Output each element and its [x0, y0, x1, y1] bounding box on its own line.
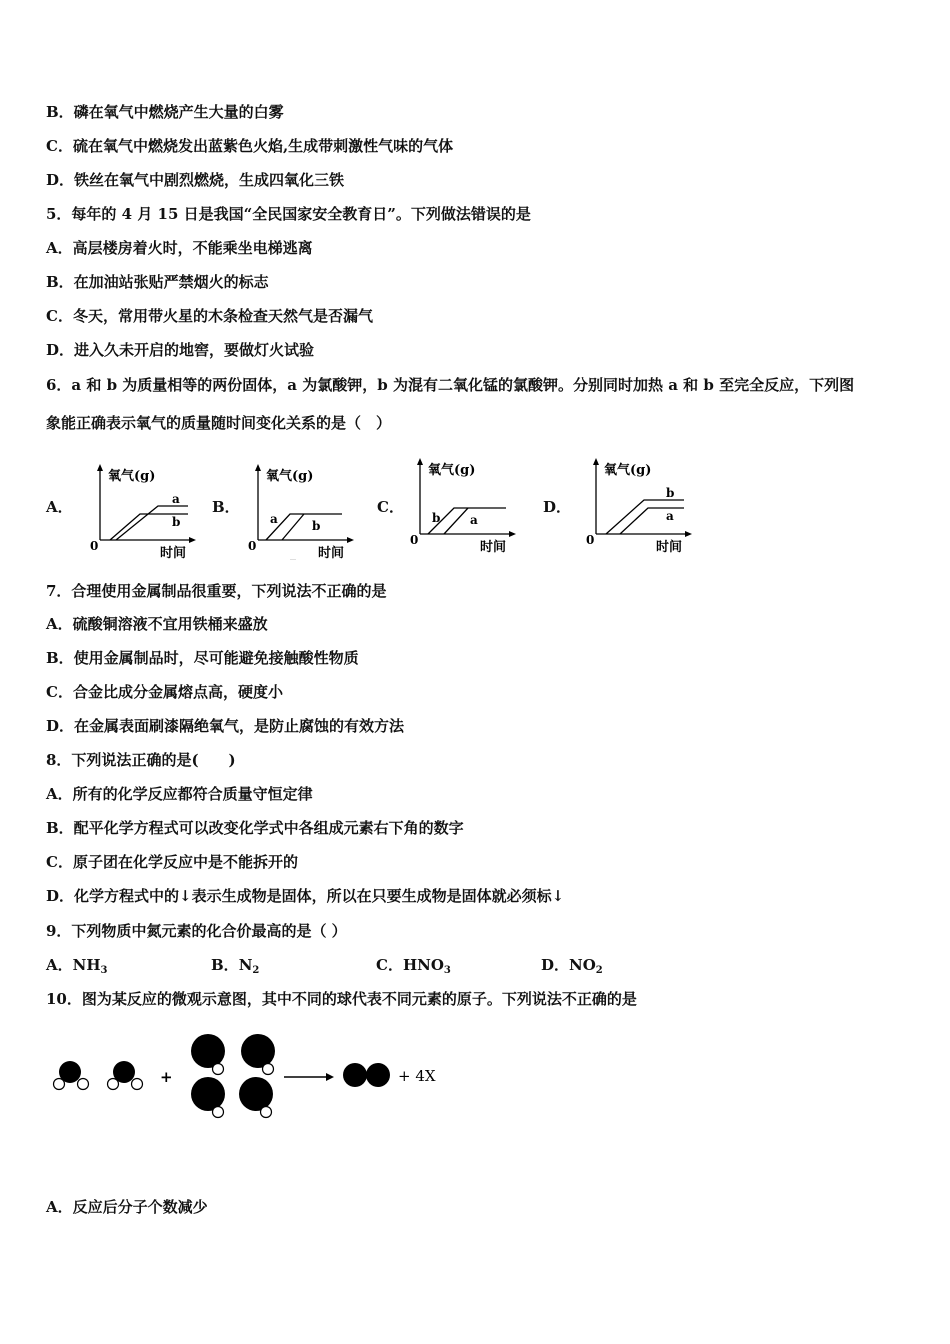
line-a-label: a	[666, 509, 674, 523]
q6-stem-line1: 6．a 和 b 为质量相等的两份固体，a 为氯酸钾，b 为混有二氧化锰的氯酸钾。分别同时加热 a 和 b 至完全反应，下列图	[46, 376, 855, 394]
q5-option-a: A．高层楼房着火时，不能乘坐电梯逃离	[46, 239, 313, 257]
plus-sign: +	[160, 1068, 173, 1086]
q4-option-c: C．硫在氧气中燃烧发出蓝紫色火焰,生成带刺激性气味的气体	[46, 137, 454, 155]
q8-option-b: B．配平化学方程式可以改变化学式中各组成元素右下角的数字	[46, 819, 464, 837]
large-molecule-2	[241, 1034, 275, 1075]
q8-stem: 8．下列说法正确的是( )	[46, 751, 236, 769]
line-b	[282, 514, 304, 540]
q7-option-c: C．合金比成分金属熔点高，硬度小	[46, 683, 283, 701]
q4-option-d: D．铁丝在氧气中剧烈燃烧，生成四氧化三铁	[46, 171, 345, 189]
q7-option-a: A．硫酸铜溶液不宜用铁桶来盛放	[46, 615, 268, 633]
q9-options	[46, 955, 746, 975]
product-4x-label: + 4X	[398, 1067, 436, 1085]
q8-option-c: C．原子团在化学反应中是不能拆开的	[46, 853, 298, 871]
line-a-label: a	[172, 492, 180, 506]
q10-option-a: A．反应后分子个数减少	[46, 1198, 208, 1216]
reactant-molecule-2	[108, 1061, 143, 1090]
reaction-arrow-head	[326, 1073, 334, 1081]
y-axis-arrow	[417, 458, 423, 465]
line-b-label: b	[312, 519, 321, 533]
q6-graph-c	[408, 456, 518, 554]
y-axis-label: 氧气(g)	[266, 469, 314, 484]
q6-graph-c-label: C．	[377, 498, 404, 516]
q6-graph-a	[88, 462, 198, 560]
x-axis-label: 时间	[160, 546, 187, 560]
x-axis-arrow	[347, 537, 354, 543]
y-axis-label: 氧气(g)	[108, 469, 156, 484]
x-axis-arrow	[189, 537, 196, 543]
q6-graph-b	[246, 462, 356, 560]
origin-label: 0	[410, 533, 419, 547]
y-axis-arrow	[593, 458, 599, 465]
origin-label: 0	[586, 533, 595, 547]
q5-stem: 5．每年的 4 月 15 日是我国“全民国家安全教育日”。下列做法错误的是	[46, 205, 531, 223]
reactant-molecule-1	[54, 1061, 89, 1090]
q9-option-d: D．$NO_2$	[541, 956, 603, 976]
origin-label: 0	[248, 539, 257, 553]
large-molecule-3	[191, 1077, 225, 1118]
line-b-label: b	[432, 511, 441, 525]
x-axis-arrow	[509, 531, 516, 537]
q5-option-c: C．冬天，常用带火星的木条检查天然气是否漏气	[46, 307, 373, 325]
q6-graph-a-label: A．	[46, 498, 73, 516]
y-axis-label: 氧气(g)	[604, 463, 652, 478]
q7-option-d: D．在金属表面刷漆隔绝氧气，是防止腐蚀的有效方法	[46, 717, 405, 735]
q10-stem: 10．图为某反应的微观示意图，其中不同的球代表不同元素的原子。下列说法不正确的是	[46, 990, 637, 1008]
q8-option-d: D．化学方程式中的↓表示生成物是固体，所以在只要生成物是固体就必须标↓	[46, 887, 565, 905]
product-molecule	[343, 1063, 390, 1087]
x-axis-arrow	[685, 531, 692, 537]
line-b-label: b	[172, 515, 181, 529]
y-axis-arrow	[97, 464, 103, 471]
axis-mark: _	[290, 547, 296, 560]
q6-graph-b-label: B．	[212, 498, 240, 516]
line-b-label: b	[666, 486, 675, 500]
q9-stem: 9．下列物质中氮元素的化合价最高的是（ ）	[46, 922, 347, 940]
q8-option-a: A．所有的化学反应都符合质量守恒定律	[46, 785, 313, 803]
q9-option-b: B．$N_2$	[211, 956, 260, 976]
line-a-label: a	[470, 513, 478, 527]
large-molecule-4	[239, 1077, 273, 1118]
q7-stem: 7．合理使用金属制品很重要，下列说法不正确的是	[46, 582, 387, 600]
q4-option-b: B．磷在氧气中燃烧产生大量的白雾	[46, 103, 284, 121]
q7-option-b: B．使用金属制品时，尽可能避免接触酸性物质	[46, 649, 359, 667]
q10-reaction-diagram	[46, 1026, 466, 1122]
large-molecule-1	[191, 1034, 225, 1075]
x-axis-label: 时间	[318, 546, 345, 560]
line-a	[444, 508, 468, 534]
q9-option-a: A．$NH_3$	[46, 956, 108, 976]
q6-graph-d-label: D．	[543, 498, 572, 516]
q6-stem-line2: 象能正确表示氧气的质量随时间变化关系的是（ ）	[46, 414, 392, 432]
origin-label: 0	[90, 539, 99, 553]
y-axis-label: 氧气(g)	[428, 463, 476, 478]
x-axis-label: 时间	[656, 540, 683, 554]
x-axis-label: 时间	[480, 540, 507, 554]
q6-graph-d	[584, 456, 694, 554]
q5-option-d: D．进入久未开启的地窖，要做灯火试验	[46, 341, 315, 359]
line-a	[620, 508, 684, 534]
q5-option-b: B．在加油站张贴严禁烟火的标志	[46, 273, 269, 291]
line-a-label: a	[270, 512, 278, 526]
y-axis-arrow	[255, 464, 261, 471]
q9-option-c: C．$HNO_3$	[376, 956, 451, 976]
